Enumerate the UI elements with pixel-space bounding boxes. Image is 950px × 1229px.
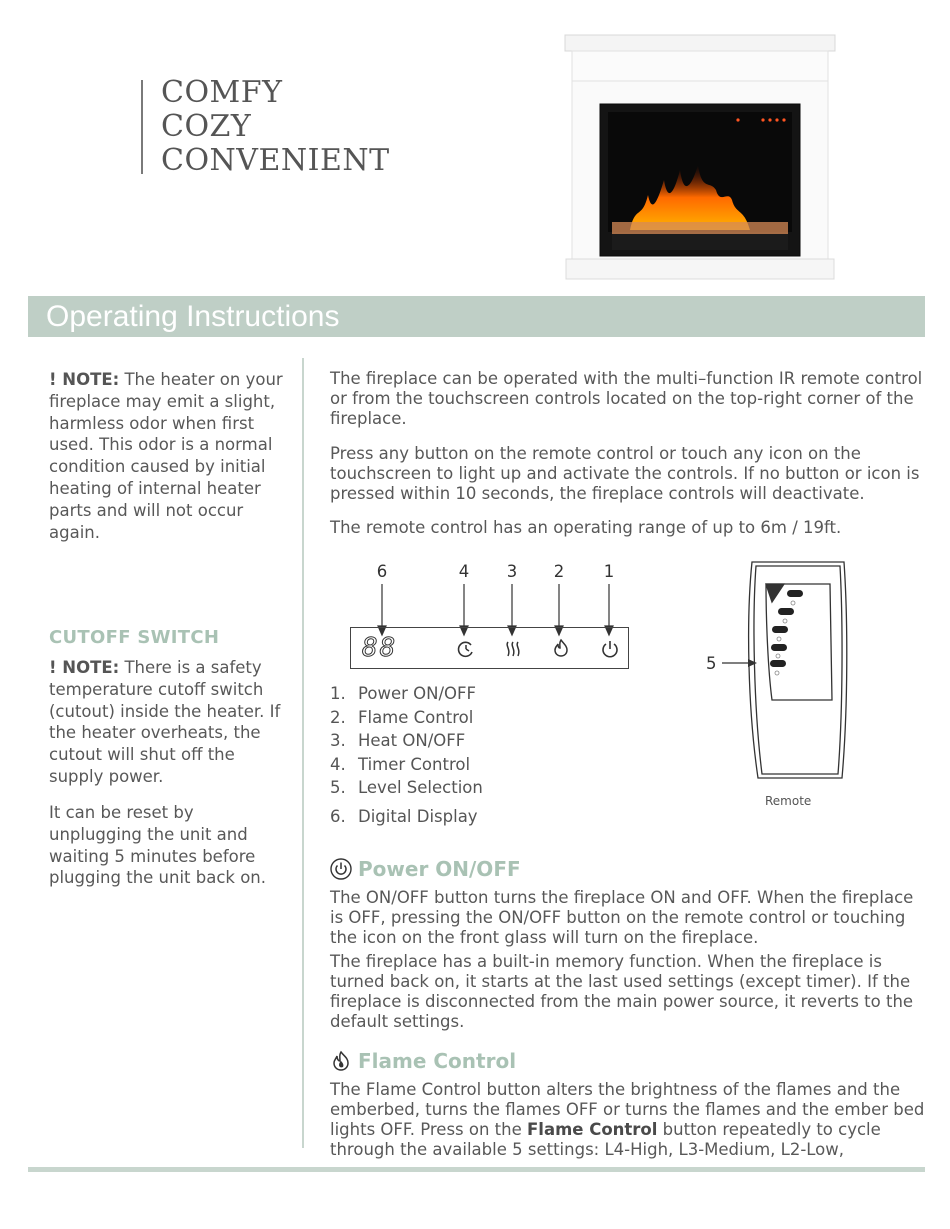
legend-number: 3. <box>330 731 346 750</box>
digital-display: 88 <box>362 633 398 663</box>
flame-control-bold: Flame Control <box>527 1120 658 1139</box>
note-text: The heater on your fireplace may emit a slight, harmless odor when first used. This odor is a normal condition caused by initial heating of internal heater parts and will not occur again. <box>49 370 283 542</box>
legend-item <box>330 708 473 727</box>
section-title: Operating Instructions <box>46 300 340 333</box>
remote-caption: Remote <box>765 794 812 808</box>
intro-paragraph: Press any button on the remote control or touch any icon on the touchscreen to light up and activate the controls. If no button or icon is pressed within 10 seconds, the fireplace controls will deactivate. <box>330 444 920 503</box>
tagline-line: COZY <box>161 109 252 144</box>
callout-number: 2 <box>553 562 565 581</box>
power-icon <box>600 639 620 659</box>
legend-label: Flame Control <box>358 708 474 727</box>
note-text: There is a safety temperature cutoff switch (cutout) inside the heater. If the heater overheats, the cutout will shut off the supply power. <box>49 658 281 786</box>
callout-number: 3 <box>506 562 518 581</box>
legend-number: 2. <box>330 708 346 727</box>
tagline-line: COMFY <box>161 75 283 110</box>
power-section-heading <box>330 857 521 881</box>
flame-icon <box>551 638 571 658</box>
intro-paragraph: The fireplace can be operated with the multi–function IR remote control or from the touchscreen controls located on the top-right corner of the fireplace. <box>330 369 923 428</box>
tagline-line: CONVENIENT <box>161 143 390 178</box>
column-divider <box>302 358 304 1148</box>
legend-item <box>330 755 470 774</box>
legend-number: 6. <box>330 807 346 826</box>
legend-item <box>330 807 478 826</box>
power-paragraph: The ON/OFF button turns the fireplace ON and OFF. When the fireplace is OFF, pressing the ON/OFF button on the remote control or touching the icon on the front glass will turn on the fireplace. <box>330 888 914 947</box>
legend-number: 5. <box>330 778 346 797</box>
memory-paragraph: The fireplace has a built-in memory function. When the fireplace is turned back on, it starts at the last used settings (except timer). If the fireplace is disconnected from the main power source, it reverts to the default settings. <box>330 952 914 1031</box>
legend-label: Heat ON/OFF <box>358 731 466 750</box>
note-heater-odor <box>49 369 289 543</box>
flame-section-heading <box>330 1049 516 1073</box>
fireplace-image <box>560 30 840 282</box>
legend-label: Power ON/OFF <box>358 684 476 703</box>
callout-number: 6 <box>376 562 388 581</box>
cutoff-switch-heading: CUTOFF SWITCH <box>49 627 220 648</box>
remote-callout-number: 5 <box>706 654 717 673</box>
legend-item <box>330 684 476 703</box>
tagline <box>161 76 390 178</box>
flame-icon <box>330 1050 352 1072</box>
callout-number: 1 <box>603 562 615 581</box>
section-heading-text: Power ON/OFF <box>358 857 521 881</box>
note-cutoff-switch <box>49 657 289 788</box>
remote-callout-arrow <box>720 657 760 669</box>
flame-paragraph <box>330 1080 925 1160</box>
reset-instructions: It can be reset by unplugging the unit and waiting 5 minutes before plugging the unit back on. <box>49 803 267 888</box>
callout-number: 4 <box>458 562 470 581</box>
note-label: ! NOTE: <box>49 658 120 677</box>
flame-text: button repeatedly to cycle through the available 5 settings: L4-High, L3-Medium, L2-Low, <box>330 1120 881 1159</box>
flame-text: The Flame Control button alters the brightness of the flames and the emberbed, turns the flames OFF or turns the flames and the ember bed lights OFF. Press on the <box>330 1080 925 1139</box>
legend-item <box>330 778 483 797</box>
note-label: ! NOTE: <box>49 370 120 389</box>
legend-label: Level Selection <box>358 778 483 797</box>
power-icon <box>330 858 352 880</box>
section-heading-text: Flame Control <box>358 1049 517 1073</box>
legend-item <box>330 731 465 750</box>
heat-icon <box>503 639 523 659</box>
legend-number: 4. <box>330 755 346 774</box>
legend-label: Timer Control <box>358 755 471 774</box>
bottom-rule <box>28 1167 925 1172</box>
intro-paragraph: The remote control has an operating range of up to 6m / 19ft. <box>330 518 842 537</box>
tagline-bar <box>141 80 143 174</box>
legend-label: Digital Display <box>358 807 478 826</box>
timer-icon <box>456 639 476 659</box>
remote-illustration <box>742 560 852 810</box>
legend-number: 1. <box>330 684 346 703</box>
